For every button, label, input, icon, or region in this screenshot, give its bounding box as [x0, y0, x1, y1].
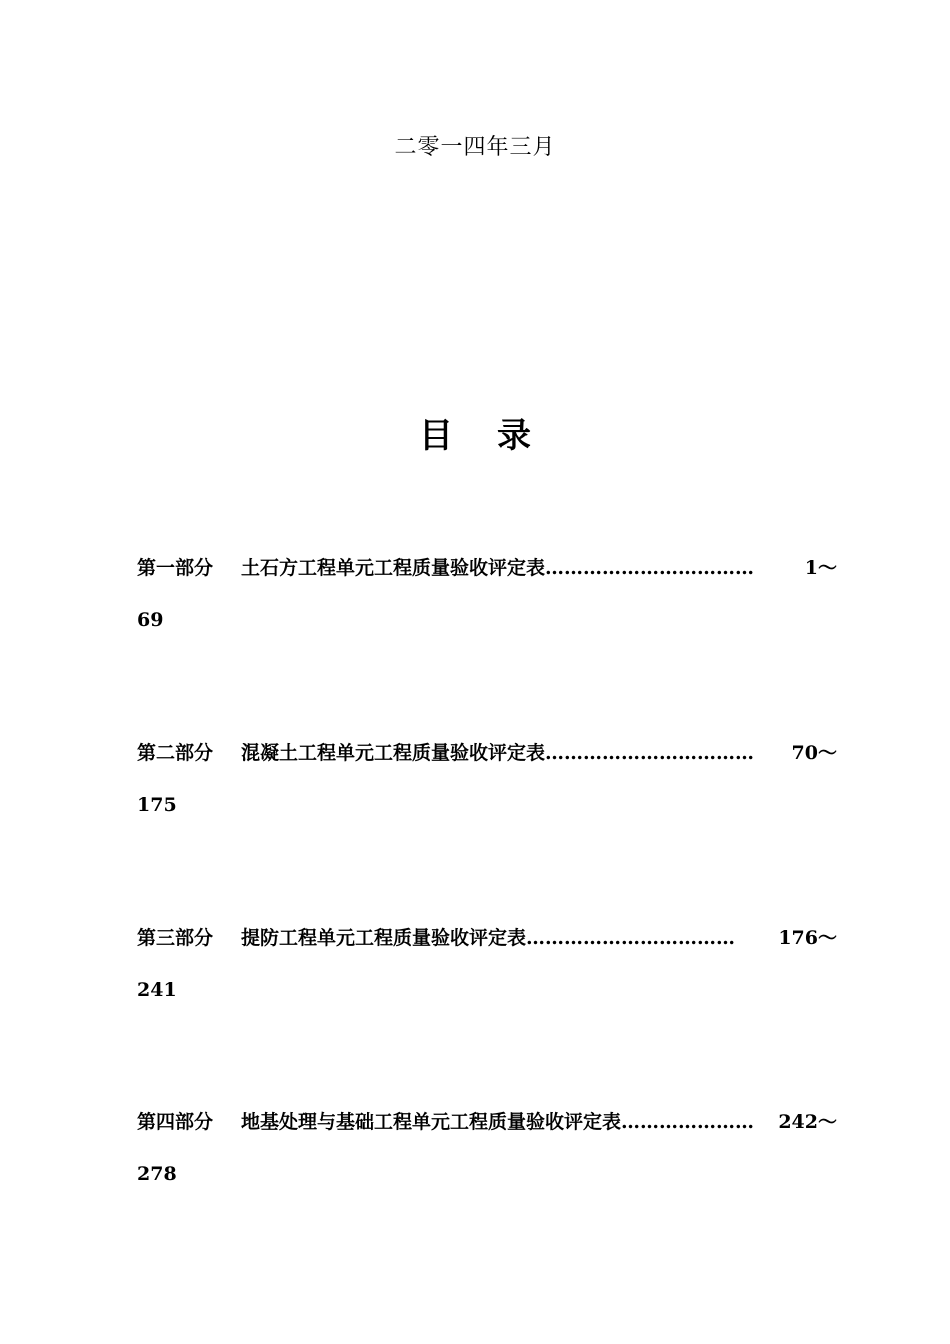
toc-part-name: 土石方工程单元工程质量验收评定表	[241, 557, 546, 579]
toc-title	[0, 408, 950, 457]
toc-entry-part-3[interactable]	[137, 925, 837, 1003]
toc-leader-dots: ……………………………	[545, 557, 755, 579]
toc-page-end: 175	[137, 794, 177, 816]
toc-part-label: 第一部分	[137, 557, 214, 579]
toc-title-left: 目	[419, 416, 453, 456]
toc-title-right: 录	[497, 416, 531, 456]
toc-part-name: 地基处理与基础工程单元工程质量验收评定表	[241, 1111, 622, 1133]
cover-date: 二零一四年三月	[394, 135, 556, 160]
toc-page-end: 69	[137, 609, 164, 631]
toc-page-start: 242～	[778, 1111, 837, 1133]
toc-part-name: 混凝土工程单元工程质量验收评定表	[241, 742, 546, 764]
toc-part-label: 第四部分	[137, 1111, 214, 1133]
toc-page-end: 241	[137, 979, 177, 1001]
toc-entry-part-2[interactable]	[137, 740, 837, 818]
toc-entry-part-4[interactable]	[137, 1109, 837, 1187]
toc-entry-part-1[interactable]	[137, 555, 837, 633]
toc-page-start: 1～	[804, 557, 837, 579]
toc-leader-dots: ……………………………	[545, 742, 755, 764]
toc-part-name: 提防工程单元工程质量验收评定表	[241, 927, 527, 949]
toc-page-start: 70～	[791, 742, 837, 764]
toc-page-end: 278	[137, 1163, 177, 1185]
toc-part-label: 第三部分	[137, 927, 214, 949]
toc-leader-dots: ……………………………	[526, 927, 736, 949]
toc-page-start: 176～	[778, 927, 837, 949]
toc-part-label: 第二部分	[137, 742, 214, 764]
toc-leader-dots: …………………	[621, 1111, 755, 1133]
